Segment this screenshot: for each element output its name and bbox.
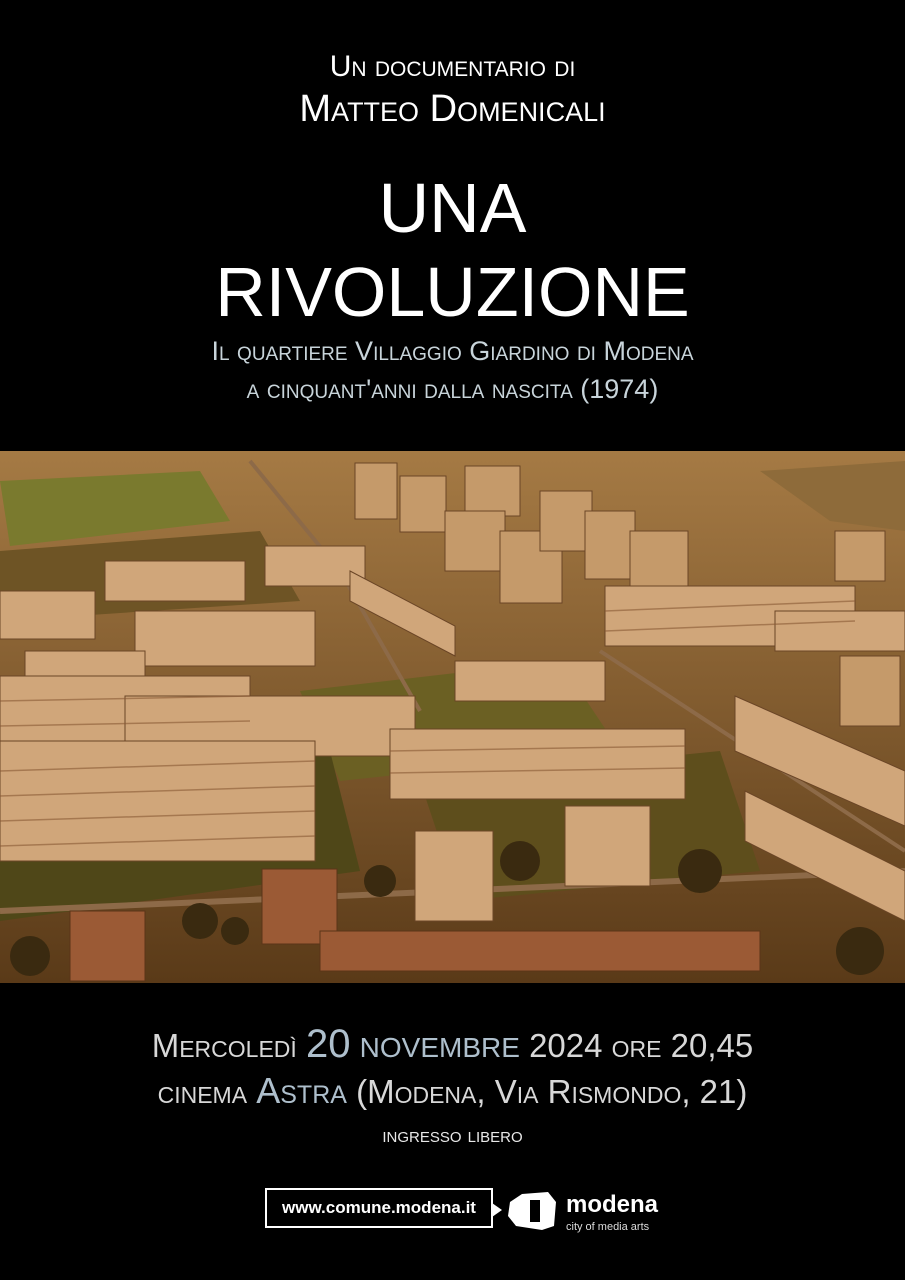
title-line1: UNA [378,169,527,247]
event-date [0,1022,905,1067]
event-weekday: Mercoledì [151,1027,297,1064]
venue-address: (Modena, Via Rismondo, 21) [356,1073,748,1110]
director-credit-line1: Un documentario di [329,50,576,83]
admission-note: ingresso libero [382,1122,523,1147]
title-line2: RIVOLUZIONE [215,253,690,331]
event-venue [0,1070,905,1112]
modena-logo [508,1188,668,1248]
aerial-photo [0,451,905,983]
event-year: 2024 [529,1027,603,1064]
logo-tagline: city of media arts [566,1221,650,1233]
venue-prefix: cinema [157,1073,248,1110]
website-url[interactable]: www.comune.modena.it [282,1198,476,1217]
logo-name: modena [566,1191,659,1218]
event-day: 20 [305,1022,351,1066]
director-name: Matteo Domenicali [299,88,606,130]
event-month: novembre [359,1022,520,1066]
event-time-prefix: ore [611,1027,662,1064]
venue-name: Astra [256,1070,347,1111]
modena-logo-icon [508,1188,558,1232]
subtitle-line2: a cinquant'anni dalla nascita (1974) [246,374,659,404]
event-time: 20,45 [670,1027,754,1064]
website-link[interactable] [265,1188,493,1228]
subtitle-line1: Il quartiere Villaggio Giardino di Modena [211,336,694,366]
